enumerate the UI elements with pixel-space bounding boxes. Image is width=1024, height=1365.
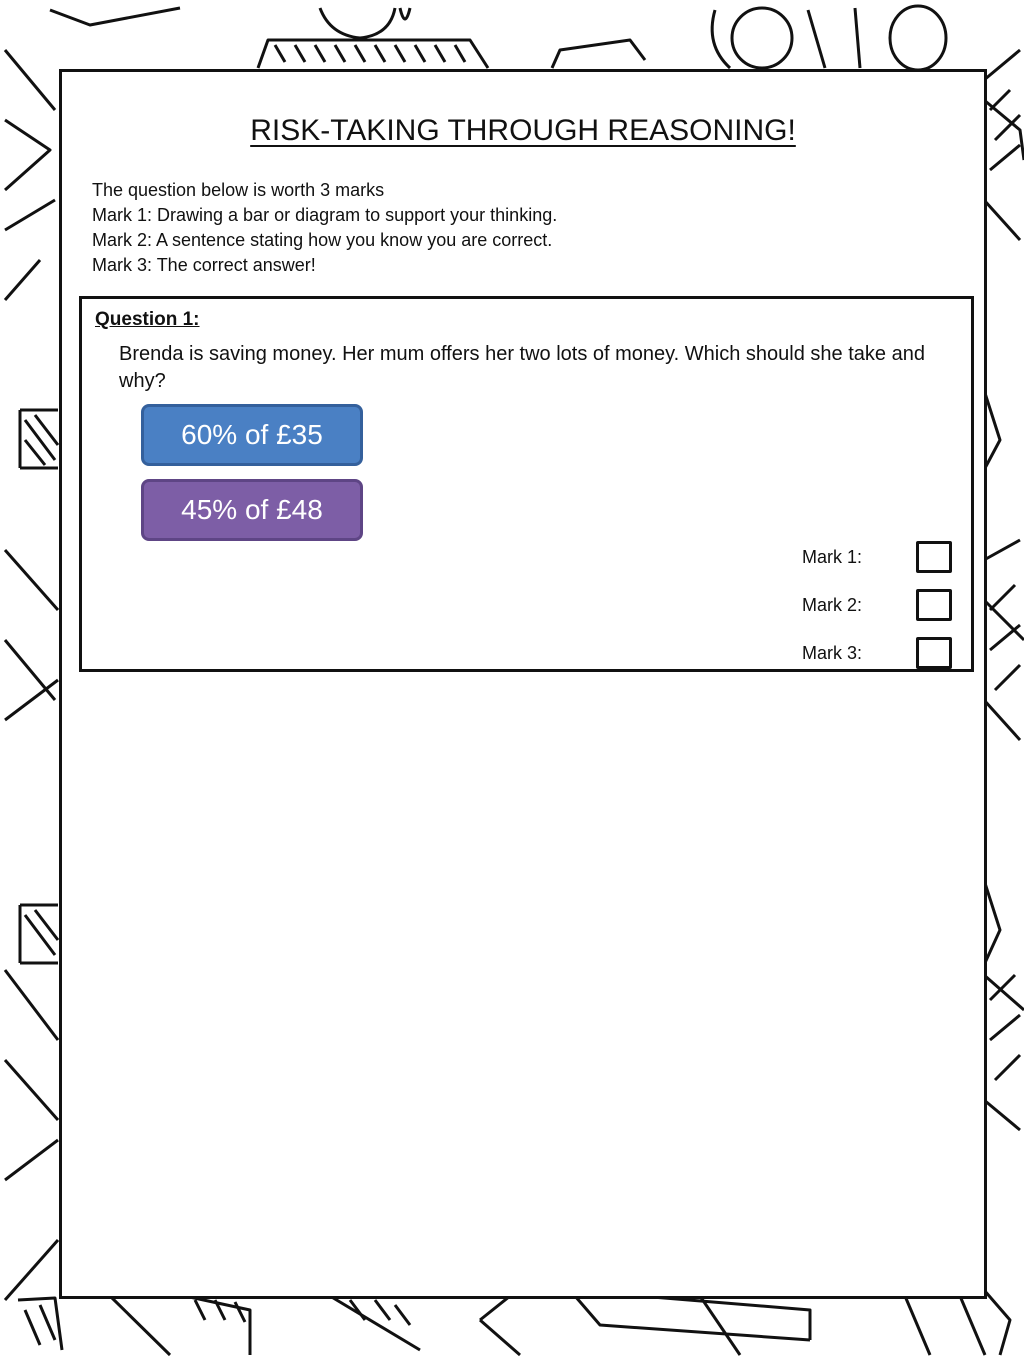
mark-label: Mark 2: [802, 595, 863, 615]
instruction-line: Mark 2: A sentence stating how you know you are correct. [92, 230, 553, 250]
instruction-line: Mark 3: The correct answer! [92, 255, 316, 275]
option-box-45-percent: 45% of £48 [141, 479, 363, 541]
instruction-line: The question below is worth 3 marks [92, 180, 385, 200]
option-box-60-percent: 60% of £35 [141, 404, 363, 466]
mark-3-checkbox[interactable] [916, 637, 952, 669]
mark-label: Mark 1: [802, 547, 863, 567]
worksheet-card [59, 69, 987, 1299]
mark-2-checkbox[interactable] [916, 589, 952, 621]
question-text: Brenda is saving money. Her mum offers her two lots of money. Which should she take and why? [119, 343, 925, 392]
mark-row [802, 541, 952, 575]
question-box [79, 296, 974, 672]
mark-row [802, 637, 952, 671]
question-heading: Question 1: [95, 309, 200, 330]
mark-1-checkbox[interactable] [916, 541, 952, 573]
page-title: RISK-TAKING THROUGH REASONING! [250, 114, 796, 147]
mark-label: Mark 3: [802, 643, 863, 663]
instructions [92, 178, 557, 278]
mark-row [802, 589, 952, 623]
instruction-line: Mark 1: Drawing a bar or diagram to support your thinking. [92, 205, 558, 225]
